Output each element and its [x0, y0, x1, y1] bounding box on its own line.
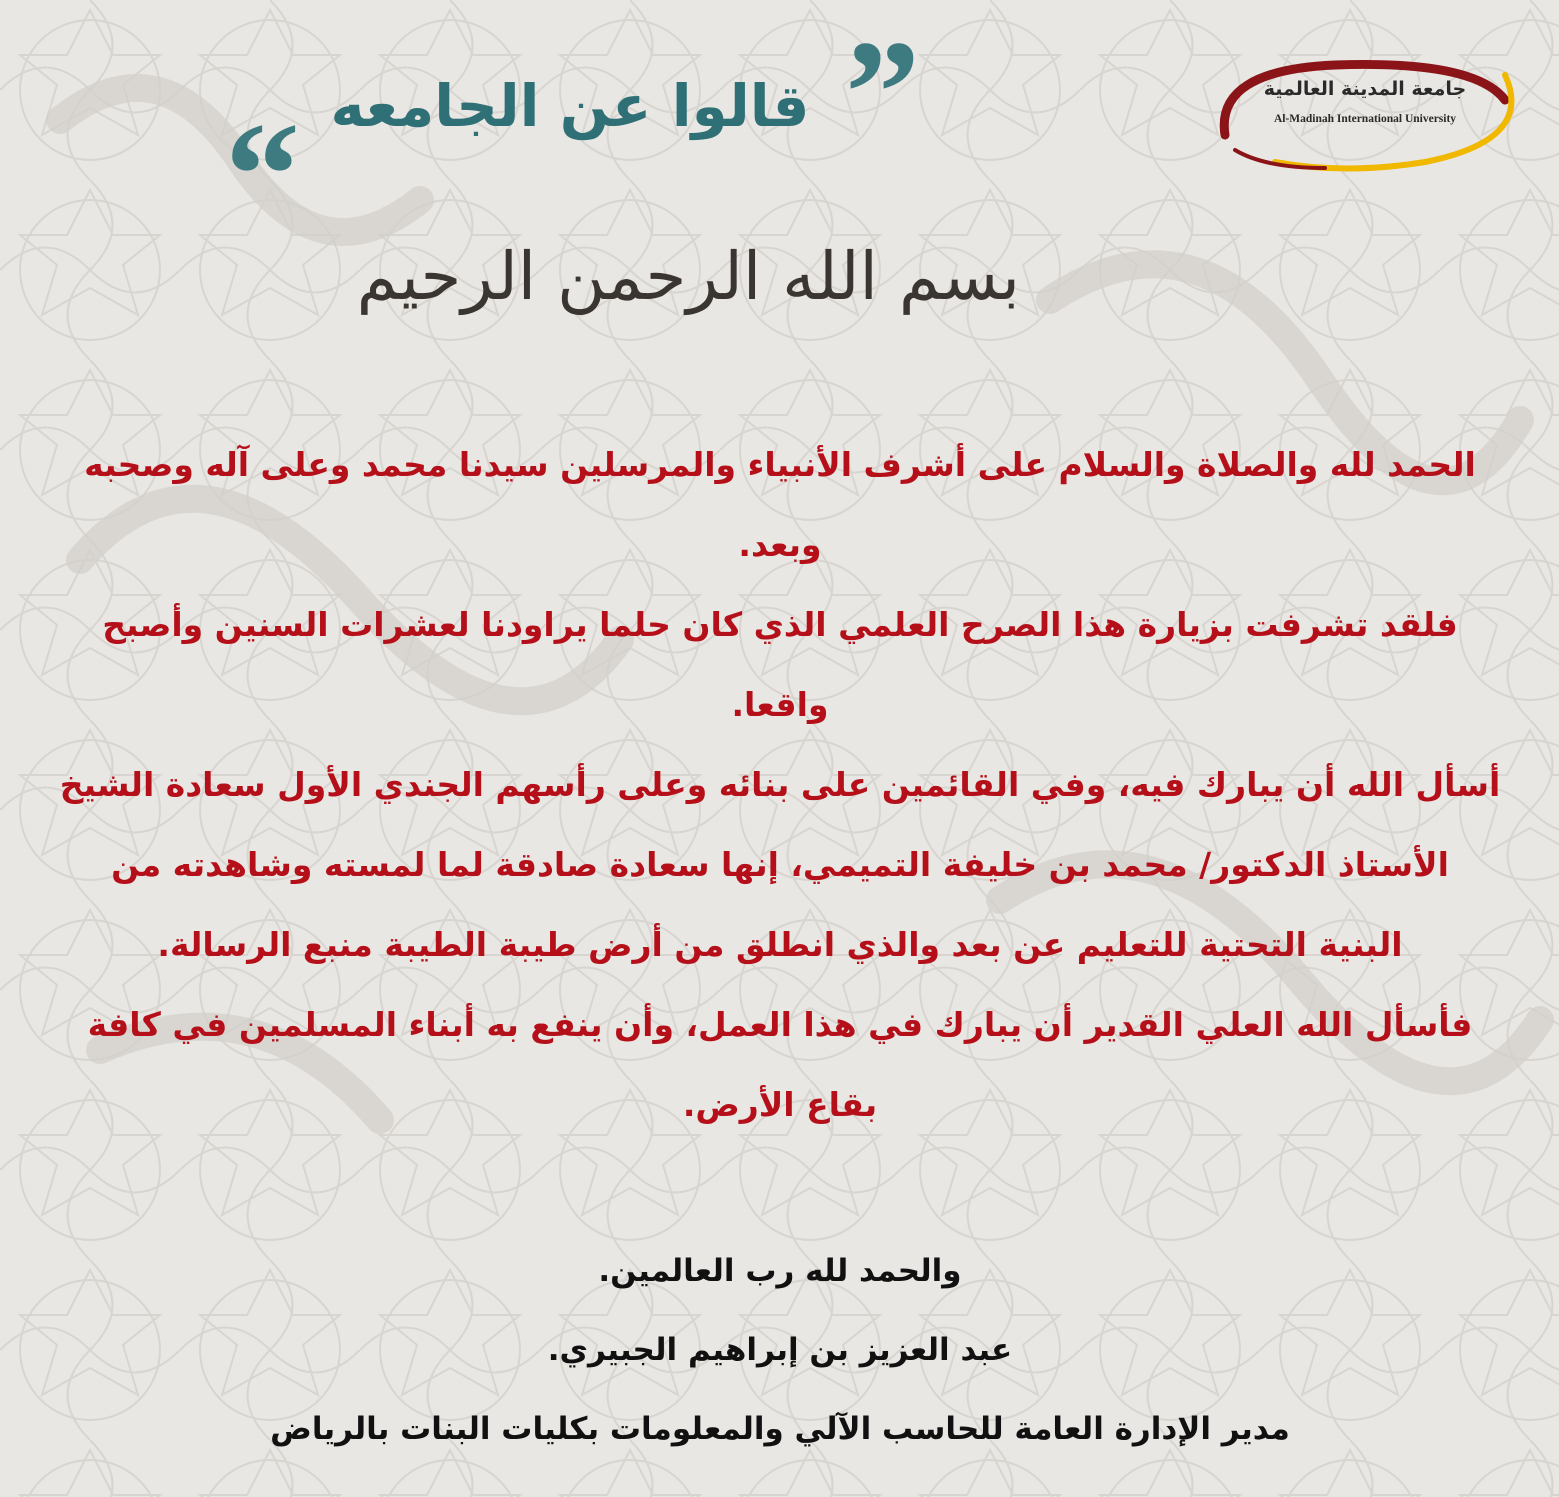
- logo-arabic-name: جامعة المدينة العالمية: [1263, 78, 1467, 100]
- body-line: البنية التحتية للتعليم عن بعد والذي انطلق من أرض طيبة الطيبة منبع الرسالة.: [157, 925, 1403, 964]
- logo-ring-icon: [1205, 40, 1520, 175]
- signature-block: [40, 1232, 1520, 1469]
- body-line: فلقد تشرفت بزيارة هذا الصرح العلمي الذي كان حلما يراودنا لعشرات السنين وأصبح: [102, 605, 1458, 644]
- body-line: وبعد.: [738, 525, 822, 564]
- body-line: الأستاذ الدكتور/ محمد بن خليفة التميمي، إنها سعادة صادقة لما لمسته وشاهدته من: [111, 845, 1449, 884]
- logo-english-name: Al-Madinah International University: [1273, 113, 1457, 125]
- basmala-calligraphy: بسم الله الرحمن الرحيم: [356, 238, 1020, 315]
- body-line: فأسأل الله العلي القدير أن يبارك في هذا العمل، وأن ينفع به أبناء المسلمين في كافة: [87, 1005, 1473, 1044]
- body-line: الحمد لله والصلاة والسلام على أشرف الأنبياء والمرسلين سيدنا محمد وعلى آله وصحبه: [84, 445, 1476, 484]
- university-logo: [1205, 40, 1520, 175]
- quote-close-icon: “: [225, 92, 300, 258]
- body-line: واقعا.: [731, 685, 829, 724]
- closing-praise: والحمد لله رب العالمين.: [598, 1253, 962, 1289]
- signer-position: مدير الإدارة العامة للحاسب الآلي والمعلومات بكليات البنات بالرياض: [270, 1411, 1290, 1447]
- body-line: أسأل الله أن يبارك فيه، وفي القائمين على بنائه وعلى رأسهم الجندي الأول سعادة الشيخ: [59, 765, 1501, 804]
- quote-open-icon: ”: [845, 10, 920, 176]
- body-line: بقاع الأرض.: [682, 1085, 878, 1124]
- testimonial-body: [40, 425, 1520, 1145]
- signer-name: عبد العزيز بن إبراهيم الجبيري.: [547, 1332, 1013, 1368]
- page-title: قالوا عن الجامعه: [330, 72, 810, 140]
